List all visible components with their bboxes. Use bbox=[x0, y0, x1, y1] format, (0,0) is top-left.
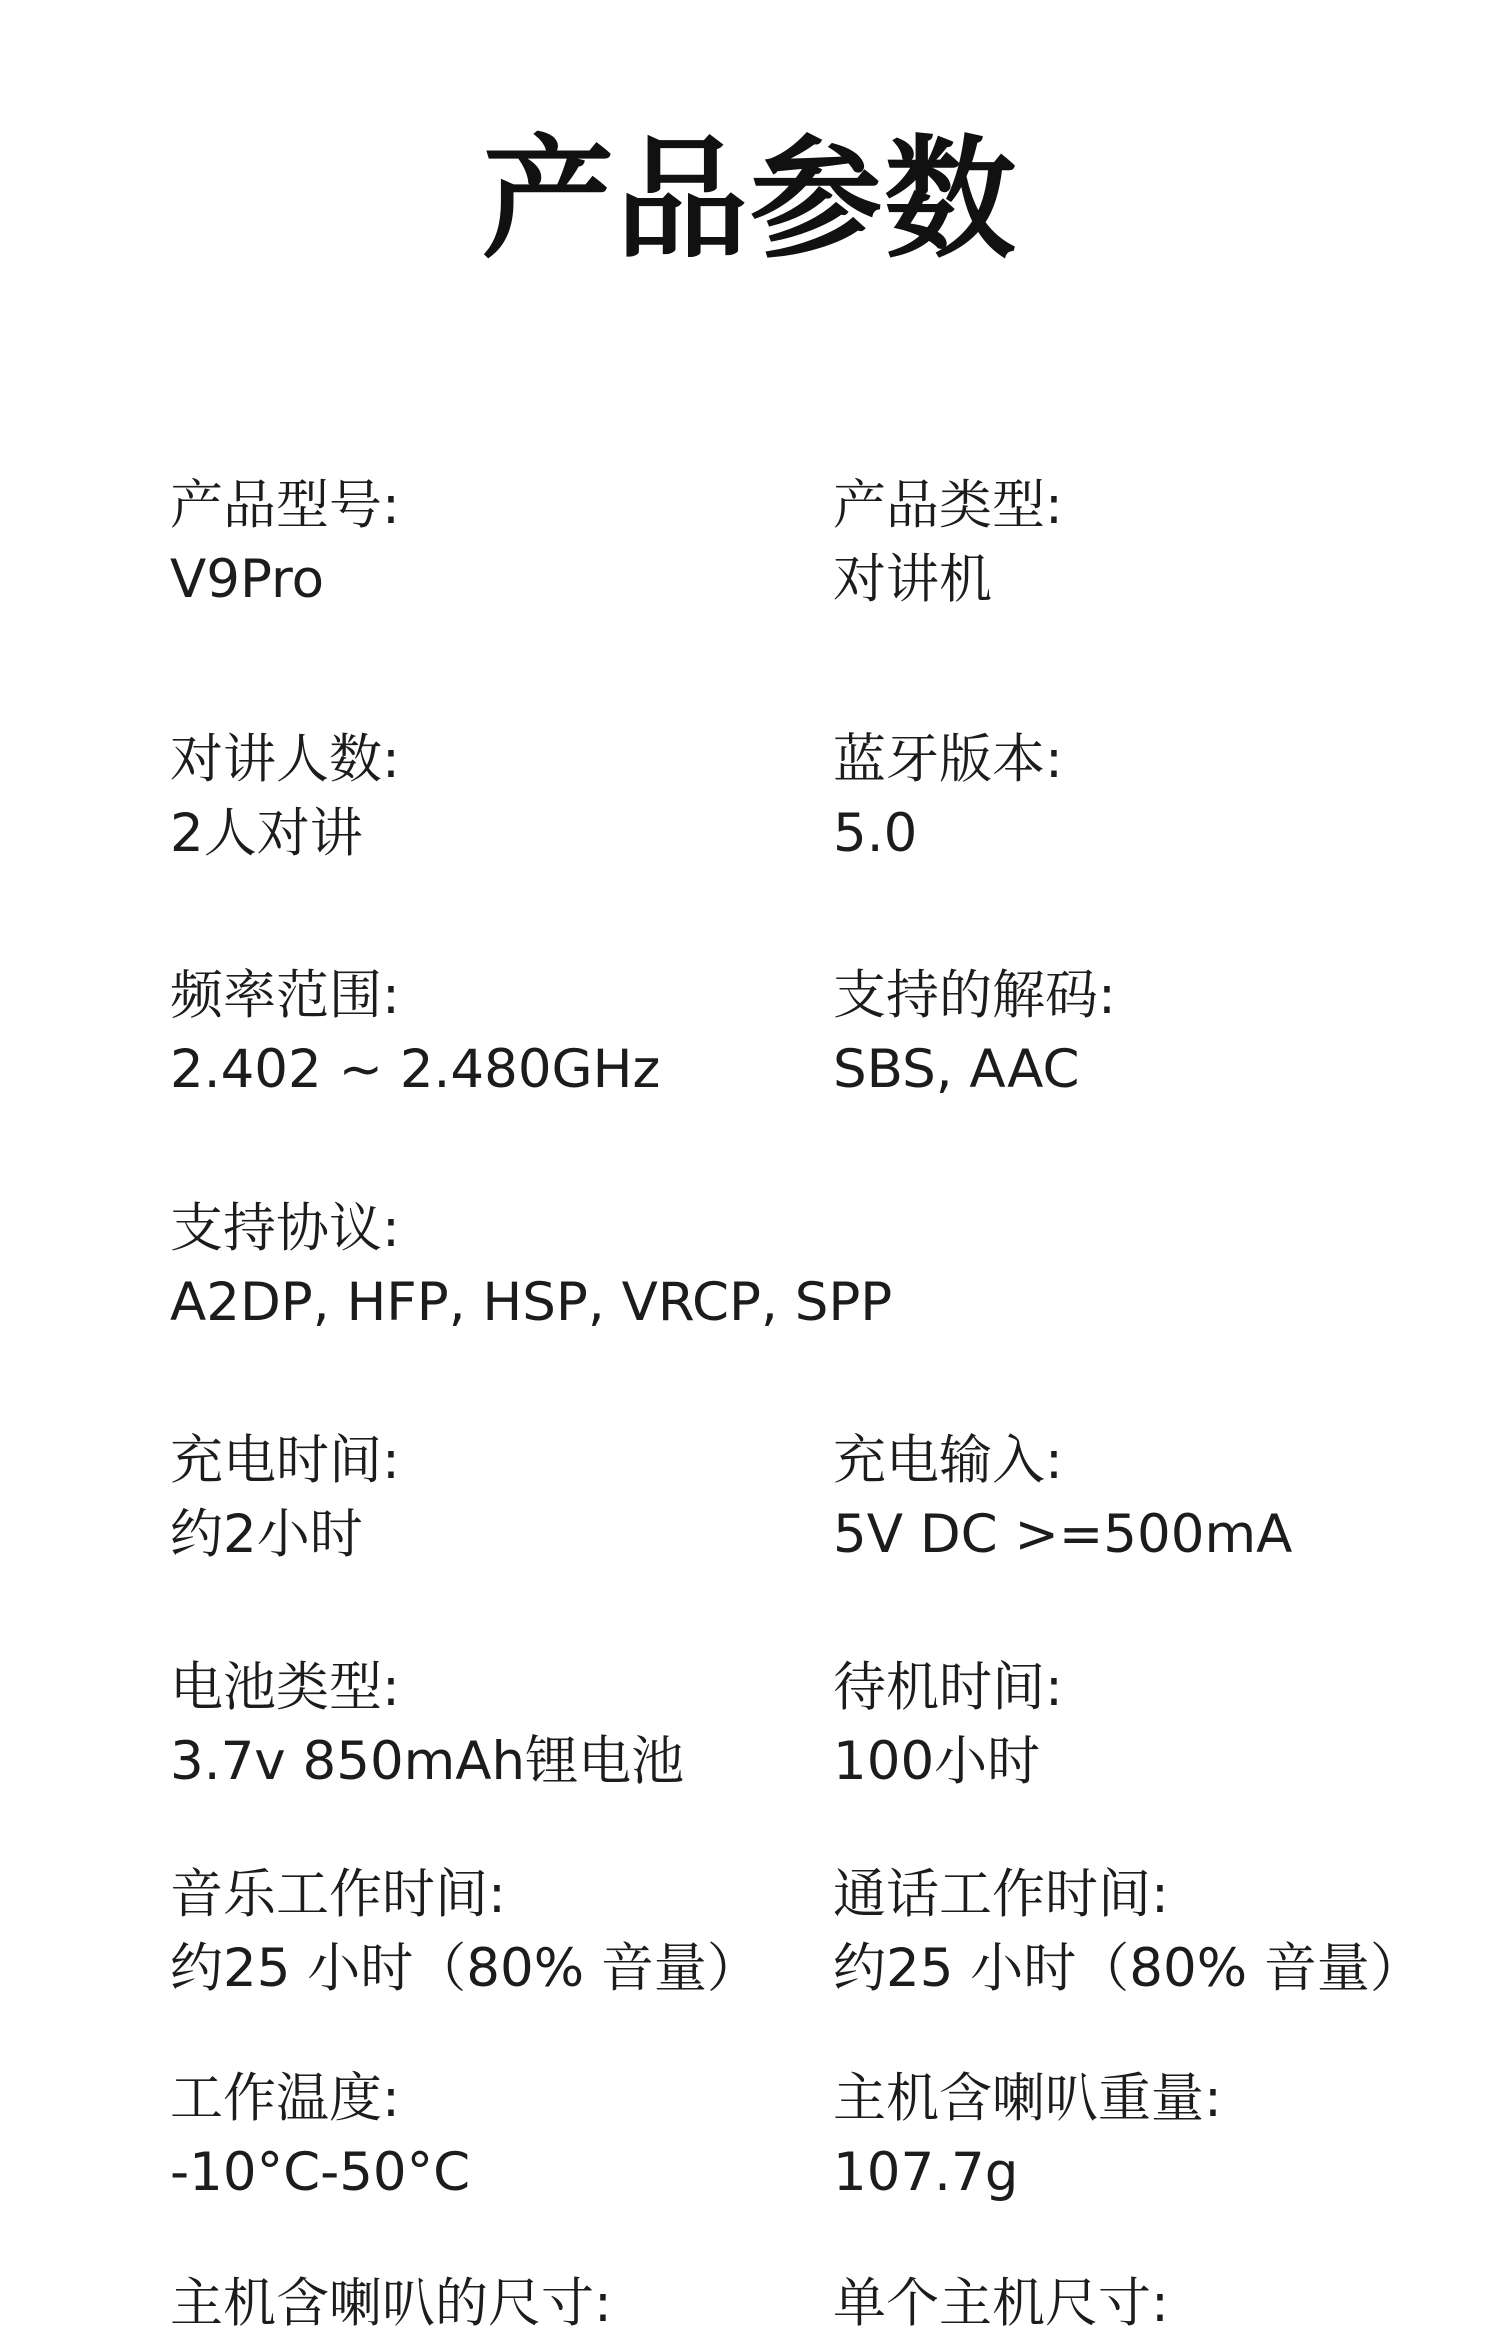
spec-label: 通话工作时间: bbox=[833, 1864, 1169, 1925]
spec-label: 支持的解码: bbox=[833, 965, 1116, 1026]
spec-bluetooth-version bbox=[833, 724, 1063, 870]
spec-label: 主机含喇叭重量: bbox=[833, 2068, 1222, 2129]
spec-value: -10°C-50°C bbox=[170, 2142, 471, 2203]
spec-value: 107.7g bbox=[833, 2142, 1019, 2203]
spec-label: 音乐工作时间: bbox=[170, 1864, 506, 1925]
spec-frequency-range bbox=[170, 960, 660, 1106]
spec-product-type bbox=[833, 470, 1063, 616]
spec-charge-input bbox=[833, 1425, 1292, 1571]
spec-value: 5.0 bbox=[833, 803, 918, 864]
spec-music-time bbox=[170, 1859, 760, 2005]
spec-value: 约25 小时（80% 音量） bbox=[170, 1938, 760, 1999]
spec-label: 频率范围: bbox=[170, 965, 400, 1026]
spec-battery-type bbox=[170, 1652, 684, 1798]
spec-operating-temp bbox=[170, 2063, 470, 2209]
spec-value: A2DP, HFP, HSP, VRCP, SPP bbox=[170, 1272, 893, 1333]
spec-label: 充电时间: bbox=[170, 1430, 400, 1491]
spec-label: 单个主机尺寸: bbox=[833, 2273, 1169, 2334]
spec-label: 待机时间: bbox=[833, 1657, 1063, 1718]
spec-label: 蓝牙版本: bbox=[833, 729, 1063, 790]
spec-value: 约25 小时（80% 音量） bbox=[833, 1938, 1423, 1999]
spec-protocols bbox=[170, 1193, 892, 1339]
spec-value: SBS, AAC bbox=[833, 1039, 1080, 1100]
spec-label: 工作温度: bbox=[170, 2068, 400, 2129]
spec-codecs bbox=[833, 960, 1116, 1106]
spec-label: 产品类型: bbox=[833, 475, 1063, 536]
spec-label: 支持协议: bbox=[170, 1198, 400, 1259]
spec-value: 100小时 bbox=[833, 1731, 1041, 1792]
spec-value: 对讲机 bbox=[833, 549, 992, 610]
spec-charge-time bbox=[170, 1425, 400, 1571]
spec-label: 电池类型: bbox=[170, 1657, 400, 1718]
spec-size-with-speaker bbox=[170, 2268, 612, 2340]
spec-talk-time bbox=[833, 1859, 1423, 2005]
spec-weight bbox=[833, 2063, 1222, 2209]
spec-model bbox=[170, 470, 400, 616]
spec-value: V9Pro bbox=[170, 549, 325, 610]
spec-value: 5V DC >=500mA bbox=[833, 1504, 1293, 1565]
spec-value: 2.402 ~ 2.480GHz bbox=[170, 1039, 661, 1100]
spec-label: 充电输入: bbox=[833, 1430, 1063, 1491]
spec-unit-size bbox=[833, 2268, 1169, 2340]
spec-value: 约2小时 bbox=[170, 1504, 363, 1565]
spec-intercom-users bbox=[170, 724, 400, 870]
page-title: 产品参数 bbox=[482, 123, 1018, 277]
spec-value: 3.7v 850mAh锂电池 bbox=[170, 1731, 685, 1792]
spec-label: 主机含喇叭的尺寸: bbox=[170, 2273, 612, 2334]
spec-label: 对讲人数: bbox=[170, 729, 400, 790]
spec-standby-time bbox=[833, 1652, 1063, 1798]
spec-value: 2人对讲 bbox=[170, 803, 363, 864]
spec-label: 产品型号: bbox=[170, 475, 400, 536]
